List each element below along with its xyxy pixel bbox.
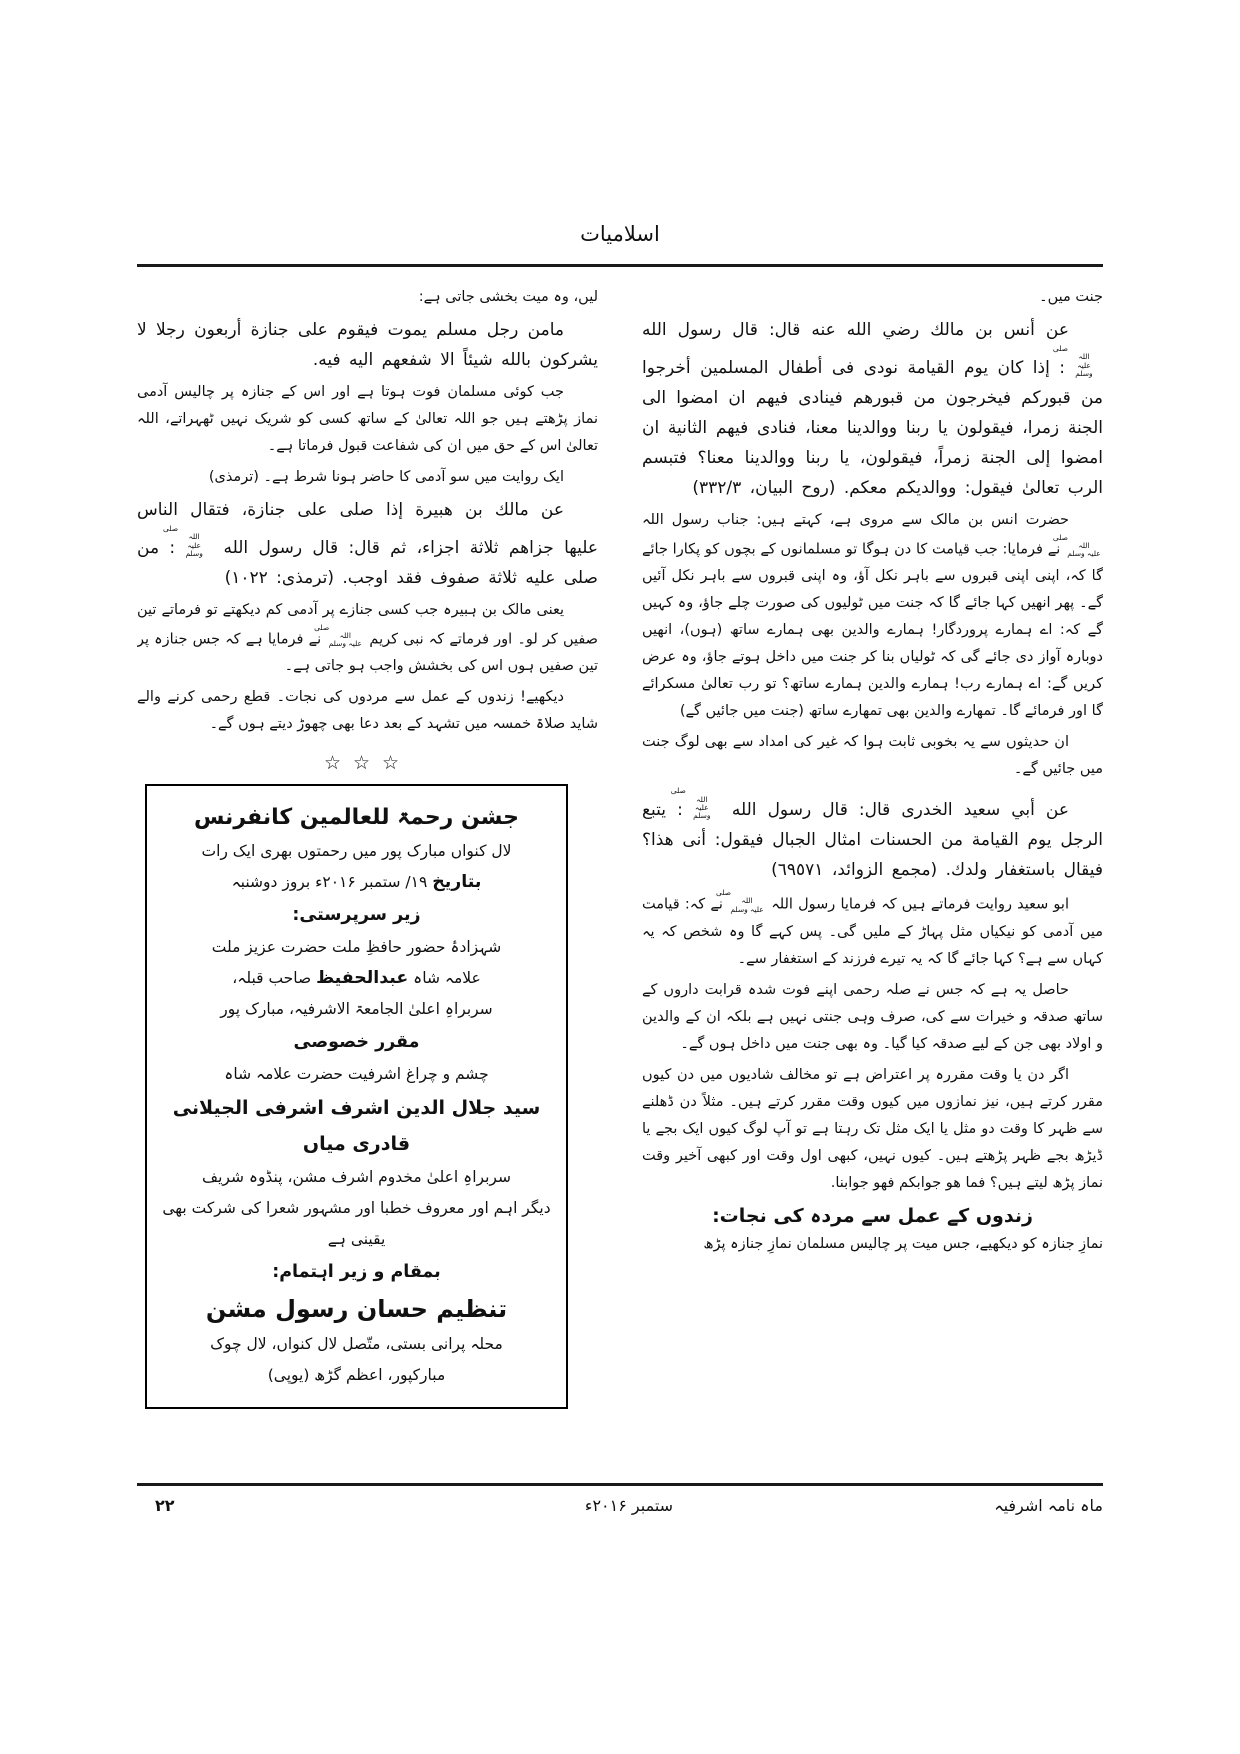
urdu-hundred-note: ایک روایت میں سو آدمی کا حاضر ہونا شرط ہے۔ (ترمذی) — [208, 469, 564, 485]
section-heading-najat: زندوں کے عمل سے مردہ کی نجات: — [712, 1204, 1033, 1227]
ad-speaker-label: مقرر خصوصی — [293, 1032, 420, 1053]
hadith-arabic-forty: مامن رجل مسلم يموت فيقوم على جنازة أربعون رجلا لا يشركون بالله شيئاً الا شفعهم اليه فيه. — [137, 320, 598, 370]
column-right — [642, 284, 1103, 1474]
ad-date-value: ۱۹/ ستمبر ۲۰۱۶ء بروز دوشنبہ — [231, 873, 428, 892]
ad-patronage-label: زیر سرپرستی: — [292, 905, 421, 926]
pbuh-mark: صلی اللہ علیہ وسلم — [314, 622, 362, 649]
continuation-line: لیں، وہ میت بخشی جاتی ہے: — [418, 289, 598, 305]
ad-speaker-intro: چشم و چراغ اشرفیت حضرت علامہ شاہ — [224, 1065, 489, 1084]
ad-patron-name: عبدالحفیظ — [316, 968, 409, 989]
pbuh-mark: صلی اللہ علیہ وسلم — [1052, 344, 1093, 378]
hadith-arabic-abu-said: عن أبي سعيد الخدرى قال: قال رسول الله صلی اللہ علیہ وسلم: يتبع الرجل يوم القيامة من الحسنات امثال الجبال فيقول: أنى هذا؟ فيقال باستغفار ولدك. (مجمع الزوائد، ٦٩٥٧١) — [642, 786, 1103, 880]
magazine-name: ماہ نامہ اشرفیہ — [994, 1496, 1103, 1515]
column-left — [137, 284, 598, 1474]
urdu-objection-reply: اگر دن یا وقت مقررہ پر اعتراض ہے تو مخالف شادیوں میں دن کیوں مقرر کرتے ہیں، نیز نمازوں میں کیوں وقت مقرر کرتے ہیں۔ مثلاً دن ڈھلنے سے ظہر کا وقت دو مثل یا ایک مثل تک رہتا ہے تو آپ لوگ کیوں ایک بجے یا ڈیڑھ بجے ظہر پڑھتے ہیں۔ کیوں نہیں، کبھی اول وقت اور کبھی آخیر وقت نماز پڑھ لیتے ہیں؟ فما ھو جوابکم فھو جوابنا. — [642, 1066, 1103, 1191]
continuation-line: جنت میں۔ — [1039, 289, 1103, 305]
page-footer — [137, 1496, 1103, 1515]
urdu-translation-anas: حضرت انس بن مالک سے مروی ہے، کہتے ہیں: جناب رسول اللہ صلی اللہ علیہ وسلم نے فرمایا: جب قیامت کا دن ہوگا تو مسلمانوں کے بچوں کو پکارا جائے گا کہ، اپنی اپنی قبروں سے باہر نکل آؤ، وہ اپنی قبروں سے باہر نکل آئیں گے۔ پھر انھیں کہا جائے گا کہ جنت میں ٹولیوں کی صورت چلے جاؤ، وہ کہیں گے کہ: اے ہمارے پروردگار! ہمارے والدین بھی ہمارے ساتھ (ہوں)، انھیں دوبارہ آواز دی جائے گی کہ ٹولیاں بنا کر جنت میں داخل ہوتے جاؤ، وہ عرض کریں گے: اے ہمارے رب! ہمارے والدین ہمارے ساتھ؟ تو رب تعالیٰ مسکرائے گا اور فرمائے گا۔ تمھارے والدین بھی تمھارے ساتھ (جنت میں جائیں گے) — [642, 511, 1103, 720]
ad-speaker-name: سید جلال الدین اشرف اشرفی الجیلانی قادری میاں — [172, 1097, 541, 1156]
ad-patron-name-line — [157, 963, 556, 994]
ad-intro-line: لال کنواں مبارک پور میں رحمتوں بھری ایک رات — [201, 842, 512, 861]
urdu-note: ان حدیثوں سے یہ بخوبی ثابت ہوا کہ غیر کی امداد سے بھی لوگ جنت میں جائیں گے۔ — [642, 734, 1103, 778]
ad-address-line-2: مبارکپور، اعظم گڑھ (یوپی) — [267, 1366, 446, 1385]
page-content — [137, 284, 1103, 1474]
ad-note-line: دیگر اہم اور معروف خطبا اور مشہور شعرا کی شرکت بھی یقینی ہے — [162, 1199, 551, 1249]
header-divider — [137, 264, 1103, 267]
ad-patron-line: شہزادۂ حضور حافظِ ملت حضرت عزیز ملت — [211, 938, 502, 957]
pbuh-mark: صلی اللہ علیہ وسلم — [670, 786, 711, 820]
hadith-arabic-anas: عن أنس بن مالك رضي الله عنه قال: قال رسول الله صلی اللہ علیہ وسلم: إذا كان يوم القيامة نودى فى أطفال المسلمين أخرجوا من قبوركم فيخرجون من قبورهم فينادى فيهم ان امضوا الى الجنة زمرا، فيقولون يا ربنا ووالدينا معنا، فنادى فيهم الثانية ان امضوا إلى الجنة زمراً، فيقولون، يا ربنا ووالدينا معنا؟ فتبسم الرب تعالىٰ فيقول: ووالديكم معكم. (روح البیان، ۳۳۲/۳) — [642, 320, 1103, 498]
page-number: ۲۲ — [155, 1496, 175, 1515]
pbuh-mark: صلی اللہ علیہ وسلم — [163, 524, 203, 558]
page-title: اسلامیات — [580, 222, 660, 246]
ad-date-label: بتاریخ — [432, 872, 482, 893]
footer-divider — [137, 1483, 1103, 1486]
hadith-arabic-malik: عن مالك بن هبيرة إذا صلى على جنازة، فتقال الناس عليها جزاهم ثلاثة اجزاء، ثم قال: قال رسول الله صلی اللہ علیہ وسلم: من صلى عليه ثلاثة صفوف فقد اوجب. (ترمذی: ۱۰۲۲) — [137, 500, 598, 588]
urdu-translation-forty: جب کوئی مسلمان فوت ہوتا ہے اور اس کے جنازہ پر چالیس آدمی نماز پڑھتے ہیں جو اللہ تعالیٰ کے ساتھ کسی کو شریک نہیں ٹھہراتے، اللہ تعالیٰ اس کے حق میں ان کی شفاعت قبول فرماتا ہے۔ — [137, 384, 598, 454]
pbuh-mark: صلی اللہ علیہ وسلم — [1052, 532, 1101, 559]
ad-date-line — [157, 867, 556, 898]
ad-organization-name: تنظیم حسان رسول مشن — [205, 1295, 508, 1324]
ad-venue-label: بمقام و زیر اہتمام: — [272, 1262, 441, 1283]
ad-patron-prefix: علامہ شاہ — [413, 969, 481, 988]
urdu-translation-abu-said: ابو سعید روایت فرماتے ہیں کہ فرمایا رسول اللہ صلی اللہ علیہ وسلم نے کہ: قیامت میں آدمی کو نیکیاں مثل پہاڑ کے ملیں گی۔ پس کہے گا وہ شخص کہ یہ کہاں سے ہے؟ کہا جائے گا کہ یہ تیرے فرزند کے استغفار سے۔ — [642, 888, 1103, 967]
ad-address-line-1: محلہ پرانی بستی، متّصل لال کنواں، لال چوک — [210, 1335, 503, 1354]
ad-patron-suffix: صاحب قبلہ، — [232, 969, 312, 988]
ad-speaker-title-line: سربراہِ اعلیٰ مخدوم اشرف مشن، پنڈوہ شریف — [202, 1168, 511, 1187]
pbuh-mark: صلی اللہ علیہ وسلم — [715, 888, 764, 914]
urdu-najat-intro: نمازِ جنازہ کو دیکھیے، جس میت پر چالیس مسلمان نمازِ جنازہ پڑھ — [703, 1235, 1103, 1252]
urdu-summary: حاصل یہ ہے کہ جس نے صلہ رحمی اپنے فوت شدہ قرابت داروں کے ساتھ صدقہ و خیرات سے کی، صرف وہی جنتی نہیں ہے بلکہ ان کے والدین و اولاد بھی جن کے لیے صدقہ کیا گیا۔ وہ بھی جنت میں داخل ہوں گے۔ — [642, 981, 1103, 1052]
issue-date: ستمبر ۲۰۱۶ء — [584, 1496, 674, 1515]
stars-divider: ☆☆☆ — [323, 752, 412, 775]
urdu-translation-malik: یعنی مالک بن ہبیرہ جب کسی جنازے پر آدمی کم دیکھتے تو فرماتے تین صفیں کر لو۔ اور فرماتے کہ نبی کریم صلی اللہ علیہ وسلم نے فرمایا ہے کہ جس جنازہ پر تین صفیں ہوں اس کی بخشش واجب ہو جاتی ہے۔ — [137, 601, 598, 675]
conference-ad-box — [145, 784, 568, 1409]
ad-title: جشن رحمۃ للعالمین کانفرنس — [193, 805, 520, 831]
ad-patron-title-line: سربراہِ اعلیٰ الجامعۃ الاشرفیہ، مبارک پور — [220, 1000, 493, 1019]
urdu-closing-note: دیکھیے! زندوں کے عمل سے مردوں کی نجات۔ قطع رحمی کرنے والے شاید صلاۃ خمسہ میں تشہد کے بعد دعا بھی چھوڑ دیتے ہوں گے۔ — [137, 689, 598, 733]
